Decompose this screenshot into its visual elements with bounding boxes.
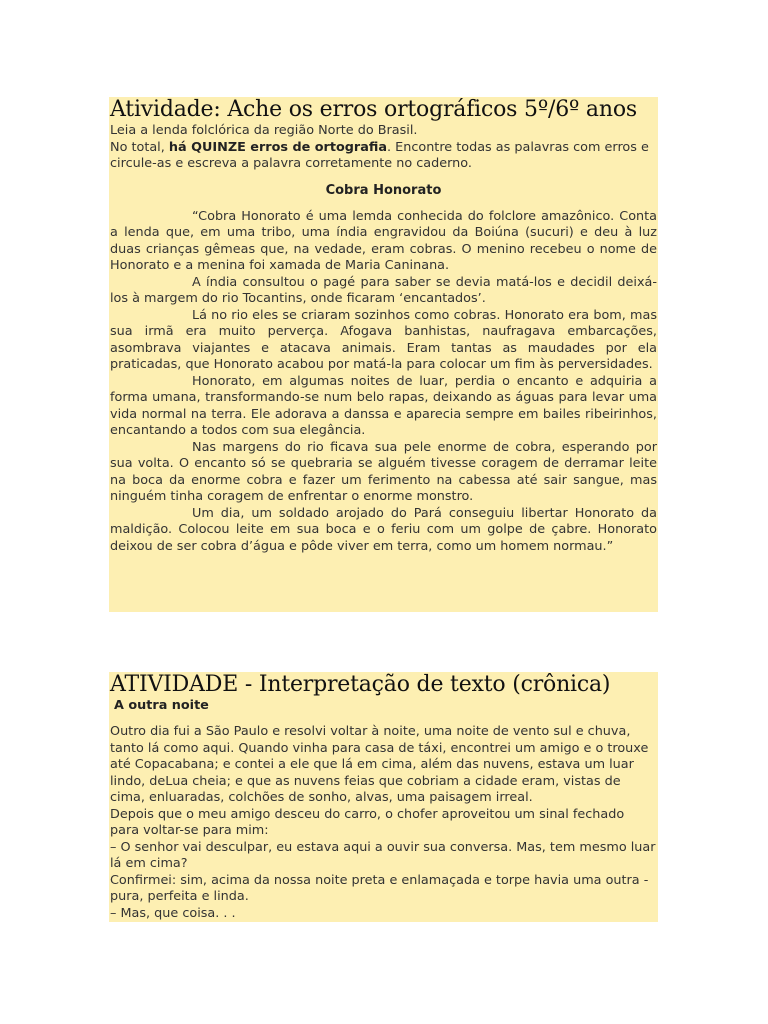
intro-line-1: Leia a lenda folclórica da região Norte do Brasil. [110,123,418,138]
intro-line-2-pre: No total, [110,139,169,155]
chronicle-paragraph-5: – Mas, que coisa. . . [110,905,236,921]
chronicle-paragraph-1: Outro dia fui a São Paulo e resolvi voltar à noite, uma noite de vento sul e chuva, tanto lá como aqui. Quando vinha para casa de táxi, encontrei um amigo e o trouxe até Copacabana; e contei a ele que lá em cima, além das nuvens, estava um luar lindo, deLua cheia; e que as nuvens feias que cobriam a cidade eram, vistas de cima, enluaradas, colchões de sonho, alvas, uma paisagem irreal. [110,724,649,805]
story-paragraph-5: Nas margens do rio ficava sua pele enorme de cobra, esperando por sua volta. O encanto só se quebraria se alguém tivesse coragem de derramar leite na boca da enorme cobra e fazer um ferimento na cabessa até sair sangue, mas ninguém tinha coragem de enfrentar o enorme monstro. [110,439,657,504]
activity-spelling-block [109,97,658,612]
intro-emphasis: há QUINZE erros de ortografia [168,139,387,155]
story-paragraph-4: Honorato, em algumas noites de luar, perdia o encanto e adquiria a forma umana, transformando-se num belo rapas, deixando as águas para levar uma vida normal na terra. Ele adorava a danssa e aparecia sempre em bailes ribeirinhos, encantando a todos com sua elegância. [110,373,657,438]
chronicle-title: A outra noite [114,698,209,713]
story-paragraph-1: “Cobra Honorato é uma lemda conhecida do folclore amazônico. Conta a lenda que, em uma tribo, uma índia engravidou da Boiúna (sucuri) e deu à luz duas crianças gêmeas que, na vedade, eram cobras. O menino recebeu o nome de Honorato e a menina foi xamada de Maria Caninana. [110,208,657,273]
intro-line-2 [110,140,657,173]
story-paragraph-6: Um dia, um soldado arojado do Pará conseguiu libertar Honorato da maldição. Colocou leite em sua boca e o feriu com um golpe de çabre. Honorato deixou de ser cobra d’água e pôde viver em terra, como um homem normau.” [110,505,657,554]
chronicle-paragraph-2: Depois que o meu amigo desceu do carro, o chofer aproveitou um sinal fechado para voltar-se para mim: [110,806,625,838]
story-title: Cobra Honorato [325,182,442,198]
activity-interpretation-block [109,672,658,922]
activity-title-2: ATIVIDADE - Interpretação de texto (crônica) [110,672,611,697]
story-paragraph-3: Lá no rio eles se criaram sozinhos como cobras. Honorato era bom, mas sua irmã era muito perverça. Afogava banhistas, naufragava embarcações, asombrava viajantes e atacava animais. Eram tantas as maudades por ela praticadas, que Honorato acabou por matá-la para colocar um fim às perversidades. [110,307,657,372]
intro-line-2-post: . Encontre todas as palavras com erros e circule-as e escreva a palavra corretamente no caderno. [110,139,649,171]
chronicle-paragraph-3: – O senhor vai desculpar, eu estava aqui a ouvir sua conversa. Mas, tem mesmo luar lá em cima? [110,839,656,871]
story-paragraph-2: A índia consultou o pagé para saber se devia matá-los e decidil deixá-los à margem do rio Tocantins, onde ficaram ‘encantados’. [110,274,657,306]
activity-title: Atividade: Ache os erros ortográficos 5º/6º anos [110,97,637,122]
chronicle-paragraph-4: Confirmei: sim, acima da nossa noite preta e enlamaçada e torpe havia uma outra - pura, perfeita e linda. [110,872,649,904]
